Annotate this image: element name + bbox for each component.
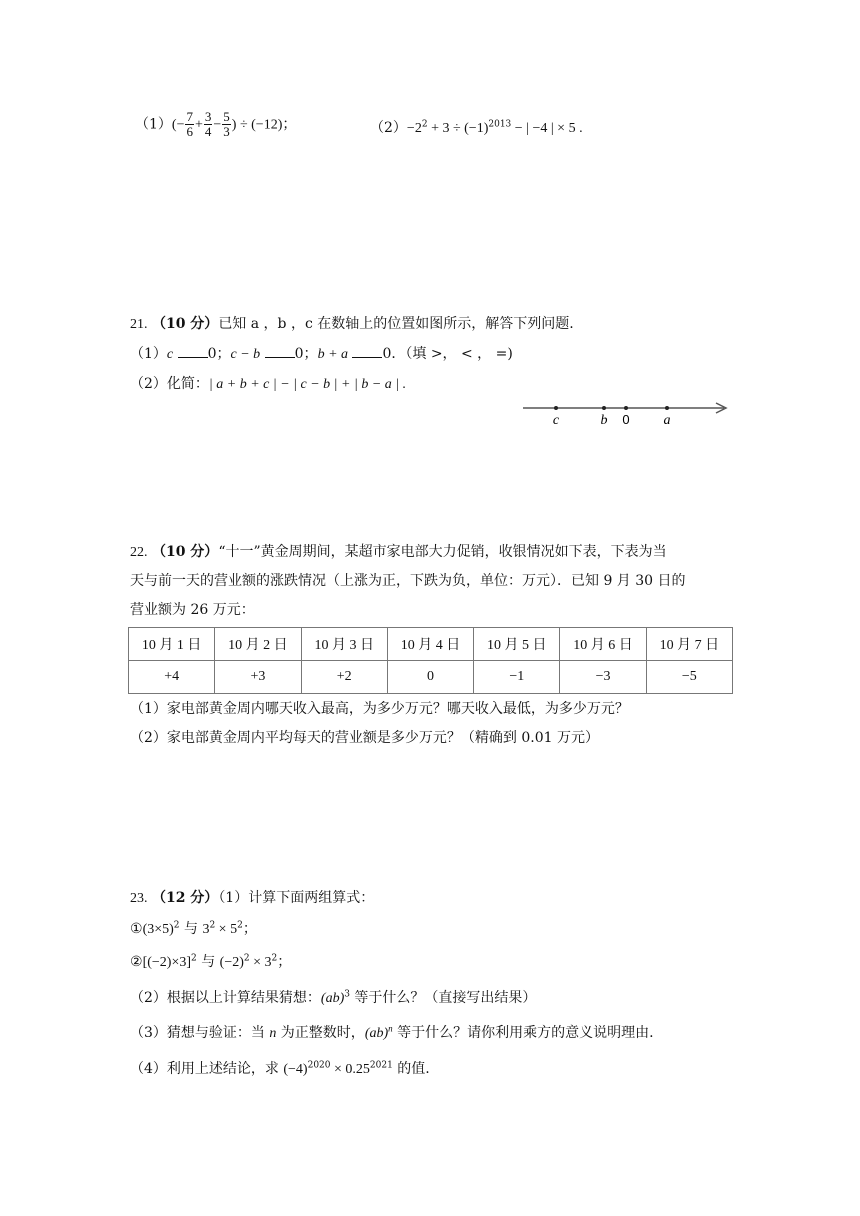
q22-stem-line2: 天与前一天的营业额的涨跌情况（上涨为正，下跌为负，单位：万元）．已知 9 月 30 日的: [130, 573, 686, 589]
answer-blank: [352, 345, 382, 358]
answer-blank: [178, 345, 208, 358]
label-a: a: [663, 413, 671, 428]
q22-stem-line3: 营业额为 26 万元：: [130, 602, 255, 618]
table-cell: −1: [474, 661, 560, 694]
sales-change-table: [128, 627, 733, 694]
q23-sub3: （3）猜想与验证：当 n 为正整数时，(ab)$^n$ 等于什么？请你利用乘方的意义说明理由.: [130, 1023, 654, 1041]
number-line: [520, 398, 735, 428]
table-cell: +4: [129, 661, 215, 694]
table-cell: +3: [215, 661, 301, 694]
fraction: $\frac{3}{4}$: [204, 109, 212, 139]
table-cell: 10 月 4 日: [387, 628, 473, 661]
point-c: [554, 406, 558, 410]
table-cell: 10 月 7 日: [646, 628, 732, 661]
q21-part1: （1）c 0；c − b 0；b + a 0．（填 >， < ， =): [130, 346, 513, 362]
q21-part2: （2）化简：| a + b + c | − | c − b | + | b − a | .: [130, 376, 407, 392]
q23-sub2: （2）根据以上计算结果猜想：(ab)$^3$ 等于什么？（直接写出结果）: [130, 989, 537, 1006]
fraction: $\frac{5}{3}$: [223, 109, 230, 139]
table-cell: 10 月 6 日: [560, 628, 646, 661]
q20-part1: （1）(− $\frac{7}{6}$ + $\frac{3}{4}$ − $\frac{5}{3}$ ) ÷ (−12)；: [135, 109, 297, 139]
table-cell: 0: [387, 661, 473, 694]
point-a: [665, 406, 669, 410]
q20-part2: $(2)-2^2 + 3 \div (-1)^{2013}$ − | −4 | × 5 .: [370, 119, 583, 136]
point-b: [602, 406, 606, 410]
fraction: $\frac{7}{6}$: [186, 109, 193, 139]
table-cell: −3: [560, 661, 646, 694]
label-0: 0: [622, 412, 630, 427]
table-cell: −5: [646, 661, 732, 694]
q23-line1: $①(3\times 5)^2$ 与 $3^2 \times 5^2$；: [130, 920, 257, 937]
point-0: [624, 406, 628, 410]
table-row: [129, 661, 733, 694]
label-b: b: [600, 413, 608, 428]
q22-sub2: （2）家电部黄金周内平均每天的营业额是多少万元？（精确到 0.01 万元）: [130, 730, 599, 746]
label-c: c: [552, 413, 560, 428]
answer-blank: [265, 345, 295, 358]
table-header-row: [129, 628, 733, 661]
q21-stem: 21. （10 分）已知 a ，b ，c 在数轴上的位置如图所示，解答下列问题.: [130, 316, 574, 332]
table-cell: 10 月 5 日: [474, 628, 560, 661]
table-cell: 10 月 2 日: [215, 628, 301, 661]
q23-stem: 23. （12 分）（1）计算下面两组算式：: [130, 890, 375, 906]
table-cell: 10 月 3 日: [301, 628, 387, 661]
table-cell: +2: [301, 661, 387, 694]
table-cell: 10 月 1 日: [129, 628, 215, 661]
q23-sub4: （4）利用上述结论，求 $(-4)^{2020} \times 0.25^{2021}$ 的值.: [130, 1060, 430, 1077]
q22-stem-line1: 22. （10 分）“十一”黄金周期间，某超市家电部大力促销，收银情况如下表，下表为当: [130, 544, 667, 560]
q22-sub1: （1）家电部黄金周内哪天收入最高，为多少万元？哪天收入最低，为多少万元？: [130, 701, 629, 717]
q23-line2: $②[(-2)\times 3]^2$ 与 $(-2)^2 \times 3^2$；: [130, 953, 292, 970]
